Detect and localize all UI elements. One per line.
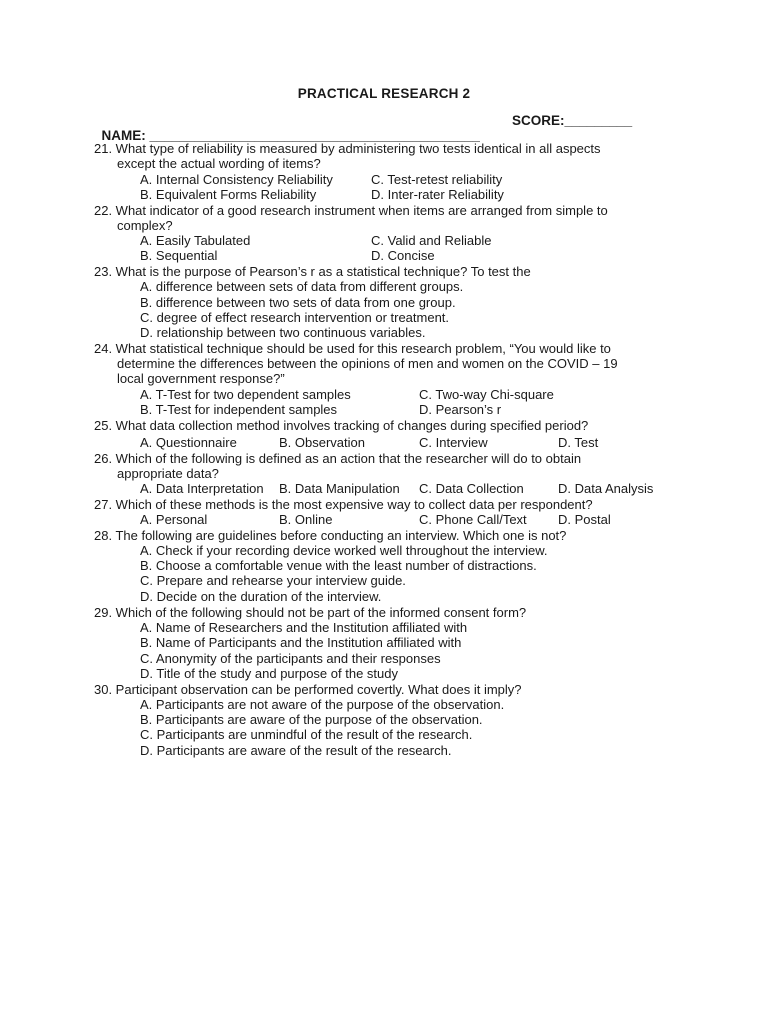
question-28-option-b: B. Choose a comfortable venue with the least number of distractions. bbox=[140, 558, 537, 573]
question-27-option-c: C. Phone Call/Text bbox=[419, 512, 527, 527]
question-21-option-d: D. Inter-rater Reliability bbox=[371, 187, 504, 202]
question-27-option-a: A. Personal bbox=[140, 512, 208, 527]
question-21-option-a: A. Internal Consistency Reliability bbox=[140, 172, 333, 187]
question-25-option-a: A. Questionnaire bbox=[140, 435, 237, 450]
question-25-option-c: C. Interview bbox=[419, 435, 488, 450]
question-25-text: 25. What data collection method involves tracking of changes during specified period? bbox=[94, 418, 589, 433]
question-23-text: 23. What is the purpose of Pearson’s r as a statistical technique? To test the bbox=[94, 264, 531, 279]
question-24-option-b: B. T-Test for independent samples bbox=[140, 402, 338, 417]
question-23-option-c: C. degree of effect research intervention or treatment. bbox=[140, 310, 450, 325]
question-22-option-b: B. Sequential bbox=[140, 248, 218, 263]
question-27-option-d: D. Postal bbox=[558, 512, 611, 527]
question-22-option-a: A. Easily Tabulated bbox=[140, 233, 251, 248]
question-29-text: 29. Which of the following should not be part of the informed consent form? bbox=[94, 605, 527, 620]
question-21-text: 21. What type of reliability is measured by administering two tests identical in all aspects bbox=[94, 141, 601, 156]
question-22-option-d: D. Concise bbox=[371, 248, 435, 263]
page-title: PRACTICAL RESEARCH 2 bbox=[297, 86, 471, 101]
question-26-option-a: A. Data Interpretation bbox=[140, 481, 264, 496]
question-26-text: 26. Which of the following is defined as an action that the researcher will do to obtain bbox=[94, 451, 582, 466]
question-29-option-a: A. Name of Researchers and the Institution affiliated with bbox=[140, 620, 468, 635]
question-26-option-d: D. Data Analysis bbox=[558, 481, 654, 496]
question-22-option-c: C. Valid and Reliable bbox=[371, 233, 492, 248]
name-field-label[interactable]: NAME: ____________________________________________ bbox=[101, 128, 480, 143]
question-30-option-c: C. Participants are unmindful of the result of the research. bbox=[140, 727, 473, 742]
question-24-text-cont-1: determine the differences between the opinions of men and women on the COVID – 19 bbox=[117, 356, 618, 371]
question-27-text: 27. Which of these methods is the most expensive way to collect data per respondent? bbox=[94, 497, 593, 512]
question-24-option-a: A. T-Test for two dependent samples bbox=[140, 387, 351, 402]
question-24-text: 24. What statistical technique should be used for this research problem, “You would like to bbox=[94, 341, 611, 356]
question-23-option-b: B. difference between two sets of data from one group. bbox=[140, 295, 456, 310]
question-24-text-cont-2: local government response?” bbox=[117, 371, 285, 386]
question-30-option-d: D. Participants are aware of the result of the research. bbox=[140, 743, 452, 758]
question-28-text: 28. The following are guidelines before conducting an interview. Which one is not? bbox=[94, 528, 567, 543]
question-29-option-d: D. Title of the study and purpose of the study bbox=[140, 666, 398, 681]
question-22-text: 22. What indicator of a good research instrument when items are arranged from simple to bbox=[94, 203, 608, 218]
question-24-option-c: C. Two-way Chi-square bbox=[419, 387, 554, 402]
question-26-text-cont: appropriate data? bbox=[117, 466, 219, 481]
question-28-option-d: D. Decide on the duration of the interview. bbox=[140, 589, 382, 604]
question-24-option-d: D. Pearson’s r bbox=[419, 402, 502, 417]
question-30-option-a: A. Participants are not aware of the purpose of the observation. bbox=[140, 697, 505, 712]
question-25-option-b: B. Observation bbox=[279, 435, 365, 450]
question-23-option-a: A. difference between sets of data from different groups. bbox=[140, 279, 464, 294]
question-21-text-cont: except the actual wording of items? bbox=[117, 156, 321, 171]
question-29-option-b: B. Name of Participants and the Institution affiliated with bbox=[140, 635, 462, 650]
question-30-text: 30. Participant observation can be performed covertly. What does it imply? bbox=[94, 682, 522, 697]
question-28-option-c: C. Prepare and rehearse your interview guide. bbox=[140, 573, 406, 588]
question-22-text-cont: complex? bbox=[117, 218, 173, 233]
question-26-option-c: C. Data Collection bbox=[419, 481, 524, 496]
question-21-option-b: B. Equivalent Forms Reliability bbox=[140, 187, 317, 202]
question-21-option-c: C. Test-retest reliability bbox=[371, 172, 503, 187]
score-field-label[interactable]: SCORE:_________ bbox=[512, 113, 633, 128]
question-28-option-a: A. Check if your recording device worked well throughout the interview. bbox=[140, 543, 548, 558]
question-23-option-d: D. relationship between two continuous variables. bbox=[140, 325, 426, 340]
question-29-option-c: C. Anonymity of the participants and their responses bbox=[140, 651, 441, 666]
question-27-option-b: B. Online bbox=[279, 512, 333, 527]
question-26-option-b: B. Data Manipulation bbox=[279, 481, 400, 496]
question-30-option-b: B. Participants are aware of the purpose of the observation. bbox=[140, 712, 483, 727]
question-25-option-d: D. Test bbox=[558, 435, 599, 450]
